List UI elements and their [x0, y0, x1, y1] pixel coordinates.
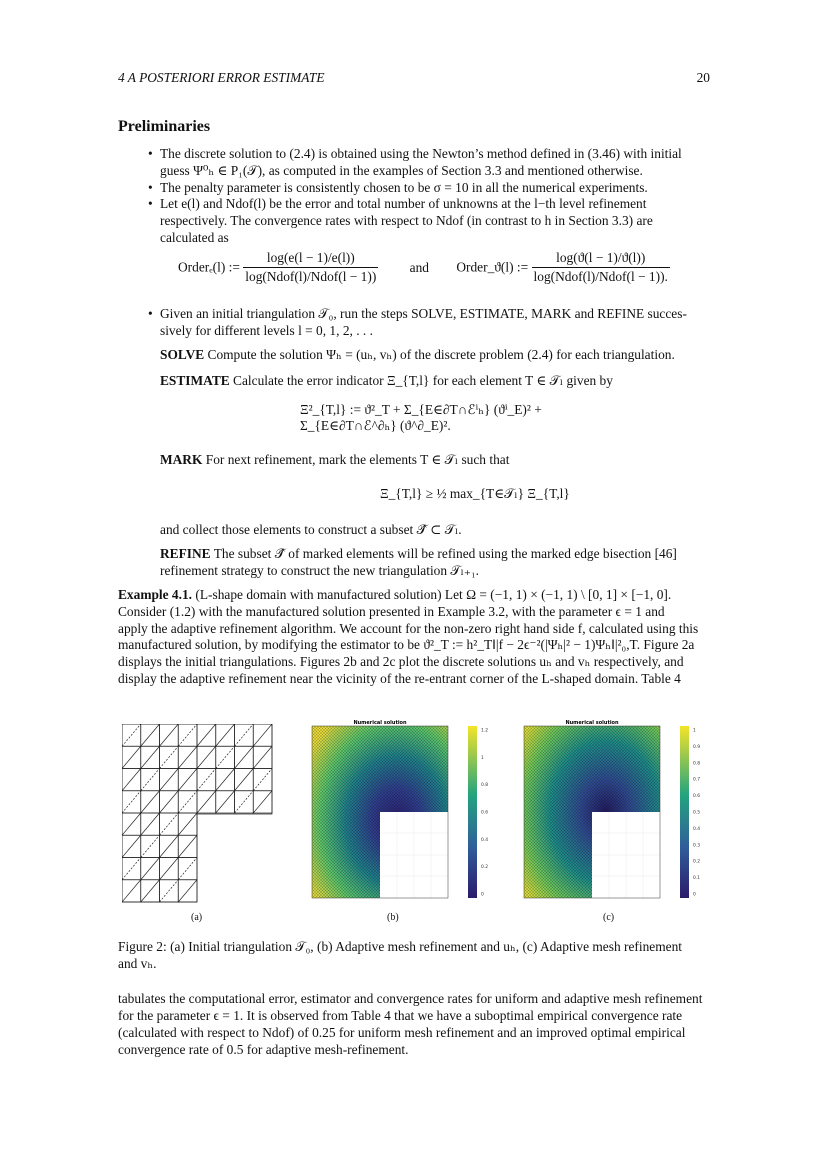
mesh-diagonal — [141, 746, 160, 768]
step-text: Calculate the error indicator Ξ_{T,l} for each element T ∈ 𝒯ₗ given by — [229, 373, 613, 388]
equation-and: and — [409, 259, 429, 275]
section-heading: Preliminaries — [118, 118, 211, 135]
mesh-diagonal — [141, 858, 160, 880]
mesh-diagonal — [160, 880, 179, 902]
mesh-diagonal — [141, 724, 160, 746]
mesh-diagonal — [178, 791, 197, 813]
colorbar-tick-label: 0.6 — [481, 810, 488, 816]
mesh-diagonal — [197, 769, 216, 791]
estimator-equation: Ξ²_{T,l} := ϑ²_T + Σ_{E∈∂T∩ℰⁱₕ} (ϑⁱ_E)² + Σ_{E∈∂T∩ℰ^∂ₕ} (ϑ^∂_E)². — [300, 402, 542, 433]
figure-caption — [118, 938, 710, 972]
mesh-diagonal — [122, 835, 141, 857]
colorbar-tick-label: 0.7 — [693, 777, 700, 783]
colorbar-tick-label: 0.2 — [481, 865, 488, 871]
mesh-diagonal — [122, 813, 141, 835]
plot-title: Numerical solution — [353, 720, 407, 726]
bullet-item — [118, 146, 710, 180]
text-line: Figure 2: (a) Initial triangulation 𝒯₀, (b) Adaptive mesh refinement and uₕ, (c) Adaptive mesh refinement — [118, 939, 682, 954]
plot-title: Numerical solution — [565, 720, 619, 726]
text-line: (calculated with respect to Ndof) of 0.25 for uniform mesh refinement and an improved optimal empirical — [118, 1025, 686, 1040]
bullet-item — [118, 306, 710, 340]
mesh-diagonal — [122, 791, 141, 813]
mesh-diagonal — [160, 769, 179, 791]
subfigure-label-b: (b) — [387, 912, 399, 923]
text-line: for the parameter ϵ = 1. It is observed from Table 4 that we have a suboptimal empirical convergence rate — [118, 1008, 683, 1023]
colorbar-tick-label: 0.4 — [481, 837, 488, 843]
text-line: (L-shape domain with manufactured solution) Let Ω = (−1, 1) × (−1, 1) \ [0, 1] × [−1, 0]. — [192, 587, 672, 602]
bullet-item — [118, 196, 710, 246]
mesh-diagonal — [235, 724, 254, 746]
step-text: For next refinement, mark the elements T ∈ 𝒯ₗ such that — [202, 452, 510, 467]
mesh-diagonal — [122, 746, 141, 768]
colorbar-tick-label: 0.6 — [693, 794, 700, 800]
mesh-diagonal — [160, 835, 179, 857]
text-line: • The penalty parameter is consistently chosen to be σ = 10 in all the numerical experiments. — [160, 179, 648, 195]
mesh-diagonal — [216, 724, 235, 746]
refine-step — [118, 546, 752, 580]
text-line: guess Ψ⁰ₕ ∈ P₁(𝒯), as computed in the examples of Section 3.3 and mentioned otherwise. — [160, 162, 643, 178]
mesh-diagonal — [253, 769, 272, 791]
text-line: apply the adaptive refinement algorithm. We account for the non-zero right hand side f, calculated using this — [118, 620, 699, 636]
mesh-diagonal — [141, 769, 160, 791]
bullet-list — [118, 146, 710, 247]
text-line: display the adaptive refinement near the vicinity of the re-entrant corner of the L-shaped domain. Table 4 — [118, 670, 681, 686]
colorbar-tick-label: 0 — [693, 892, 696, 898]
mesh-diagonal — [122, 724, 141, 746]
text-line: • The discrete solution to (2.4) is obtained using the Newton’s method defined in (3.46) with initial — [160, 146, 682, 161]
mesh-diagonal — [160, 746, 179, 768]
text-line: calculated as — [160, 229, 229, 245]
running-header — [118, 70, 710, 86]
text-line: • Let e(l) and Ndof(l) be the error and total number of unknowns at the l−th level refinement — [160, 196, 647, 212]
mesh-diagonal — [141, 791, 160, 813]
mesh-diagonal — [178, 813, 197, 835]
mesh-diagonal — [178, 724, 197, 746]
estimate-step — [118, 373, 752, 390]
equation-lhs: Order_ϑ(l) := — [456, 259, 529, 275]
step-label: ESTIMATE — [160, 373, 230, 388]
example-label: Example 4.1. — [118, 587, 193, 602]
mesh-diagonal — [216, 769, 235, 791]
closing-paragraph — [118, 990, 710, 1058]
numerator: log(e(l − 1)/e(l)) — [243, 250, 378, 268]
text-line: • Given an initial triangulation 𝒯₀, run the steps SOLVE, ESTIMATE, MARK and REFINE succes- — [160, 306, 687, 321]
collect-text: and collect those elements to construct a subset 𝒯̂ ⊂ 𝒯ₗ. — [160, 522, 462, 537]
mesh-diagonal — [178, 746, 197, 768]
text-line: Consider (1.2) with the manufactured solution presented in Example 3.2, with the parameter ϵ = 1 and — [118, 603, 665, 619]
text-line: manufactured solution, by modifying the estimator to be ϑ²_T := h²_T‖|f − 2ϵ⁻²(|Ψₕ|² − 1)Ψₕ‖|²₀,T. Figure 2a — [118, 637, 695, 653]
section-title: 4 A POSTERIORI ERROR ESTIMATE — [118, 70, 325, 85]
mesh-diagonal — [197, 746, 216, 768]
mesh-diagonal — [216, 746, 235, 768]
mesh-diagonal — [197, 724, 216, 746]
mesh-diagonal — [141, 835, 160, 857]
colorbar — [680, 726, 689, 898]
colorbar-tick-label: 0.8 — [481, 783, 488, 789]
text-line: sively for different levels l = 0, 1, 2, . . . — [160, 322, 373, 338]
text-line: tabulates the computational error, estimator and convergence rates for uniform and adaptive mesh refinement — [118, 991, 703, 1006]
bullet-item — [118, 180, 710, 197]
mesh-diagonal — [197, 791, 216, 813]
mesh-diagonal — [160, 724, 179, 746]
colorbar-tick-label: 0.9 — [693, 744, 700, 750]
mesh-diagonal — [216, 791, 235, 813]
solve-step — [118, 347, 752, 364]
step-text: Compute the solution Ψₕ = (uₕ, vₕ) of the discrete problem (2.4) for each triangulation. — [204, 347, 675, 362]
mesh-diagonal — [160, 791, 179, 813]
step-label: MARK — [160, 452, 203, 467]
mesh-diagonal — [160, 813, 179, 835]
mesh-diagonal — [253, 791, 272, 813]
subfigure-label-a: (a) — [191, 912, 203, 923]
subfigure-label-c: (c) — [603, 912, 615, 923]
denominator: log(Ndof(l)/Ndof(l − 1)). — [533, 269, 668, 284]
mesh-diagonal — [160, 858, 179, 880]
page-number: 20 — [696, 70, 710, 85]
text-line: and vₕ. — [118, 956, 157, 971]
fraction — [243, 250, 378, 285]
algorithm-bullet — [118, 306, 710, 340]
mesh-diagonal — [178, 880, 197, 902]
text-line: convergence rate of 0.5 for adaptive mesh-refinement. — [118, 1042, 409, 1057]
mesh-diagonal — [178, 835, 197, 857]
colorbar-tick-label: 0.4 — [693, 826, 700, 832]
mesh-diagonal — [122, 769, 141, 791]
text-line: refinement strategy to construct the new triangulation 𝒯ₗ₊₁. — [160, 562, 480, 578]
mesh-diagonal — [253, 746, 272, 768]
colorbar-tick-label: 0.3 — [693, 843, 700, 849]
step-text: The subset 𝒯̂ of marked elements will be refined using the marked edge bisection [46] — [210, 546, 677, 561]
mesh-diagonal — [235, 791, 254, 813]
text-line: displays the initial triangulations. Figures 2b and 2c plot the discrete solutions uₕ and vₕ respectively, and — [118, 654, 684, 670]
mesh-lines — [122, 724, 272, 902]
order-equation — [178, 250, 718, 285]
mesh-diagonal — [253, 724, 272, 746]
colorbar-ticks — [693, 728, 700, 898]
mark-step — [118, 452, 752, 469]
colorbar-tick-label: 1 — [693, 728, 696, 734]
solution-plot-u — [300, 718, 490, 906]
colorbar — [468, 726, 477, 898]
colorbar-tick-label: 0 — [481, 892, 484, 898]
mesh-diagonal — [178, 769, 197, 791]
mesh-diagonal — [141, 813, 160, 835]
step-label: REFINE — [160, 546, 211, 561]
example-paragraph — [118, 587, 710, 688]
solution-plot-v — [512, 718, 702, 906]
mark-equation: Ξ_{T,l} ≥ ½ max_{T∈𝒯ₗ} Ξ_{T,l} — [380, 486, 570, 501]
fraction — [532, 250, 670, 285]
colorbar-ticks — [481, 728, 488, 898]
text-line: respectively. The convergence rates with respect to Ndof (in contrast to h in Section 3.3) are — [160, 213, 653, 229]
colorbar-tick-label: 0.2 — [693, 859, 700, 865]
colorbar-tick-label: 1 — [481, 755, 484, 761]
mesh-diagonal — [122, 880, 141, 902]
denominator: log(Ndof(l)/Ndof(l − 1)) — [245, 269, 377, 284]
triangulation-plot — [122, 724, 274, 904]
mesh-diagonal — [122, 858, 141, 880]
step-label: SOLVE — [160, 347, 205, 362]
mesh-diagonal — [141, 880, 160, 902]
mesh-diagonal — [178, 858, 197, 880]
colorbar-tick-label: 0.5 — [693, 810, 700, 816]
mesh-diagonal — [235, 746, 254, 768]
colorbar-tick-label: 1.2 — [481, 728, 488, 734]
equation-lhs: Orderₑ(l) := — [178, 259, 240, 275]
colorbar-tick-label: 0.1 — [693, 876, 700, 882]
numerator: log(ϑ(l − 1)/ϑ(l)) — [532, 250, 670, 268]
mesh-diagonal — [235, 769, 254, 791]
colorbar-tick-label: 0.8 — [693, 761, 700, 767]
